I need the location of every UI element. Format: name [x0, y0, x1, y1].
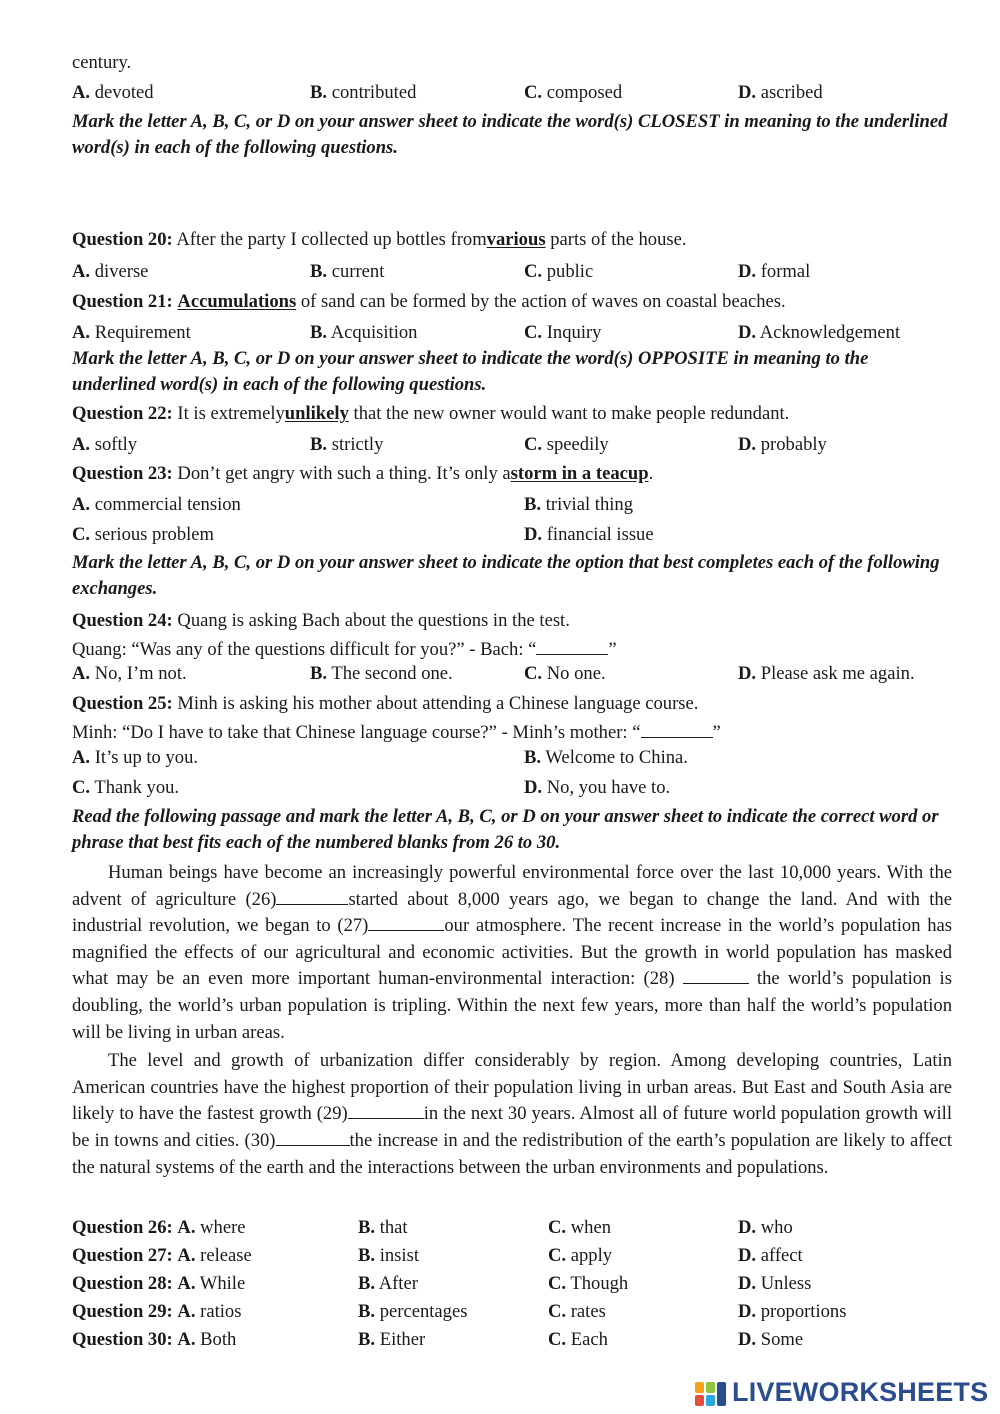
question-22: Question 22: It is extremelyunlikely that the new owner would want to make people redundant. — [72, 403, 790, 424]
instruction-exchanges: Mark the letter A, B, C, or D on your answer sheet to indicate the option that best completes each of the following exchanges. — [72, 552, 940, 599]
passage-paragraph-2: The level and growth of urbanization differ considerably by region. Among developing countries, Latin American countries have the highest proportion of their population living in urban areas. But East and South Asia are likely to have the fastest growth (29) in the next 30 years. Almost all of future world population growth will be in towns and cities. (30) the increase in and the redistribution of the earth’s population are likely to affect the natural systems of the earth and the interactions between the urban environments and populations. — [72, 1050, 952, 1178]
q22-option-c[interactable]: C. speedily — [524, 434, 609, 455]
q22-option-a[interactable]: A. softly — [72, 434, 138, 455]
q25-option-d[interactable]: D. No, you have to. — [524, 777, 671, 798]
q29-option-a[interactable]: Question 29: A. ratios — [72, 1301, 242, 1322]
q25-option-c[interactable]: C. Thank you. — [72, 777, 180, 798]
underlined-phrase: storm in a teacup — [510, 463, 649, 484]
question-24: Question 24: Quang is asking Bach about the questions in the test. — [72, 610, 570, 631]
q30-option-b[interactable]: B. Either — [358, 1329, 426, 1350]
instruction-passage: Read the following passage and mark the letter A, B, C, or D on your answer sheet to indicate the correct word or phrase that best fits each of the numbered blanks from 26 to 30. — [72, 806, 939, 853]
underlined-word: various — [486, 229, 546, 250]
answer-blank[interactable] — [641, 720, 713, 738]
q24-option-c[interactable]: C. No one. — [524, 663, 606, 684]
q21-option-b[interactable]: B. Acquisition — [310, 322, 418, 343]
q22-option-d[interactable]: D. probably — [738, 434, 827, 455]
q20-option-b[interactable]: B. current — [310, 261, 385, 282]
question-25: Question 25: Minh is asking his mother about attending a Chinese language course. — [72, 693, 699, 714]
liveworksheets-logo-icon — [694, 1380, 728, 1408]
question-21: Question 21: Accumulations of sand can be formed by the action of waves on coastal beaches. — [72, 291, 786, 312]
q29-option-d[interactable]: D. proportions — [738, 1301, 847, 1322]
q29-option-c[interactable]: C. rates — [548, 1301, 606, 1322]
blank-30[interactable] — [276, 1128, 350, 1146]
q19-option-b[interactable]: B. contributed — [310, 82, 417, 103]
q21-option-c[interactable]: C. Inquiry — [524, 322, 602, 343]
liveworksheets-brand: LIVEWORKSHEETS — [732, 1377, 989, 1407]
q28-option-b[interactable]: B. After — [358, 1273, 418, 1294]
q21-option-a[interactable]: A. Requirement — [72, 322, 191, 343]
liveworksheets-logo[interactable] — [694, 1376, 994, 1410]
q22-option-b[interactable]: B. strictly — [310, 434, 384, 455]
q28-option-d[interactable]: D. Unless — [738, 1273, 812, 1294]
q30-option-c[interactable]: C. Each — [548, 1329, 608, 1350]
q26-option-a[interactable]: Question 26: A. where — [72, 1217, 246, 1238]
q20-option-c[interactable]: C. public — [524, 261, 594, 282]
q27-option-d[interactable]: D. affect — [738, 1245, 803, 1266]
q26-option-c[interactable]: C. when — [548, 1217, 612, 1238]
q30-option-a[interactable]: Question 30: A. Both — [72, 1329, 237, 1350]
instruction-closest: Mark the letter A, B, C, or D on your answer sheet to indicate the word(s) CLOSEST in meaning to the underlined word(s) in each of the following questions. — [72, 111, 948, 158]
q23-option-b[interactable]: B. trivial thing — [524, 494, 633, 515]
q24-option-a[interactable]: A. No, I’m not. — [72, 663, 187, 684]
question-24-dialogue: Quang: “Was any of the questions difficult for you?” - Bach: “ ” — [72, 639, 617, 660]
q20-option-d[interactable]: D. formal — [738, 261, 811, 282]
underlined-word: Accumulations — [177, 291, 297, 312]
reading-passage — [72, 860, 952, 1181]
q28-option-c[interactable]: C. Though — [548, 1273, 629, 1294]
q20-option-a[interactable]: A. diverse — [72, 261, 149, 282]
q28-option-a[interactable]: Question 28: A. While — [72, 1273, 246, 1294]
q23-option-c[interactable]: C. serious problem — [72, 524, 215, 545]
q19-option-a[interactable]: A. devoted — [72, 82, 154, 103]
passage-paragraph-1: Human beings have become an increasingly powerful environmental force over the last 10,000 years. With the advent of agriculture (26) started about 8,000 years ago, we began to change the land. And with the industrial revolution, we began to (27) our atmosphere. The recent increase in the world’s population has magnified the effects of our agricultural and economic activities. But the growth in world population has masked what may be an even more important human-environmental interaction: (28) the world’s population is doubling, the world’s urban population is tripling. Within the next few years, more than half the world’s population will be living in urban areas. — [72, 862, 953, 1043]
q24-option-d[interactable]: D. Please ask me again. — [738, 663, 915, 684]
blank-26[interactable] — [276, 887, 348, 905]
question-23: Question 23: Don’t get angry with such a thing. It’s only astorm in a teacup. — [72, 463, 654, 484]
underlined-word: unlikely — [284, 403, 349, 424]
q27-option-c[interactable]: C. apply — [548, 1245, 613, 1266]
q19-option-c[interactable]: C. composed — [524, 82, 623, 103]
q29-option-b[interactable]: B. percentages — [358, 1301, 468, 1322]
answer-blank[interactable] — [536, 637, 608, 655]
question-25-dialogue: Minh: “Do I have to take that Chinese language course?” - Minh’s mother: “ ” — [72, 722, 721, 743]
blank-27[interactable] — [368, 913, 444, 931]
q26-option-b[interactable]: B. that — [358, 1217, 408, 1238]
q27-option-b[interactable]: B. insist — [358, 1245, 419, 1266]
q21-option-d[interactable]: D. Acknowledgement — [738, 322, 901, 343]
q23-option-d[interactable]: D. financial issue — [524, 524, 654, 545]
q26-option-d[interactable]: D. who — [738, 1217, 793, 1238]
q30-option-d[interactable]: D. Some — [738, 1329, 804, 1350]
question-20: Question 20: After the party I collected up bottles fromvarious parts of the house. — [72, 229, 687, 250]
continued-text: century. — [72, 52, 132, 73]
q25-option-a[interactable]: A. It’s up to you. — [72, 747, 199, 768]
q27-option-a[interactable]: Question 27: A. release — [72, 1245, 252, 1266]
q24-option-b[interactable]: B. The second one. — [310, 663, 453, 684]
q25-option-b[interactable]: B. Welcome to China. — [524, 747, 688, 768]
q23-option-a[interactable]: A. commercial tension — [72, 494, 241, 515]
instruction-opposite: Mark the letter A, B, C, or D on your answer sheet to indicate the word(s) OPPOSITE in meaning to the underlined word(s) in each of the following questions. — [72, 348, 869, 395]
blank-28[interactable] — [683, 966, 749, 984]
q19-option-d[interactable]: D. ascribed — [738, 82, 823, 103]
blank-29[interactable] — [348, 1101, 424, 1119]
